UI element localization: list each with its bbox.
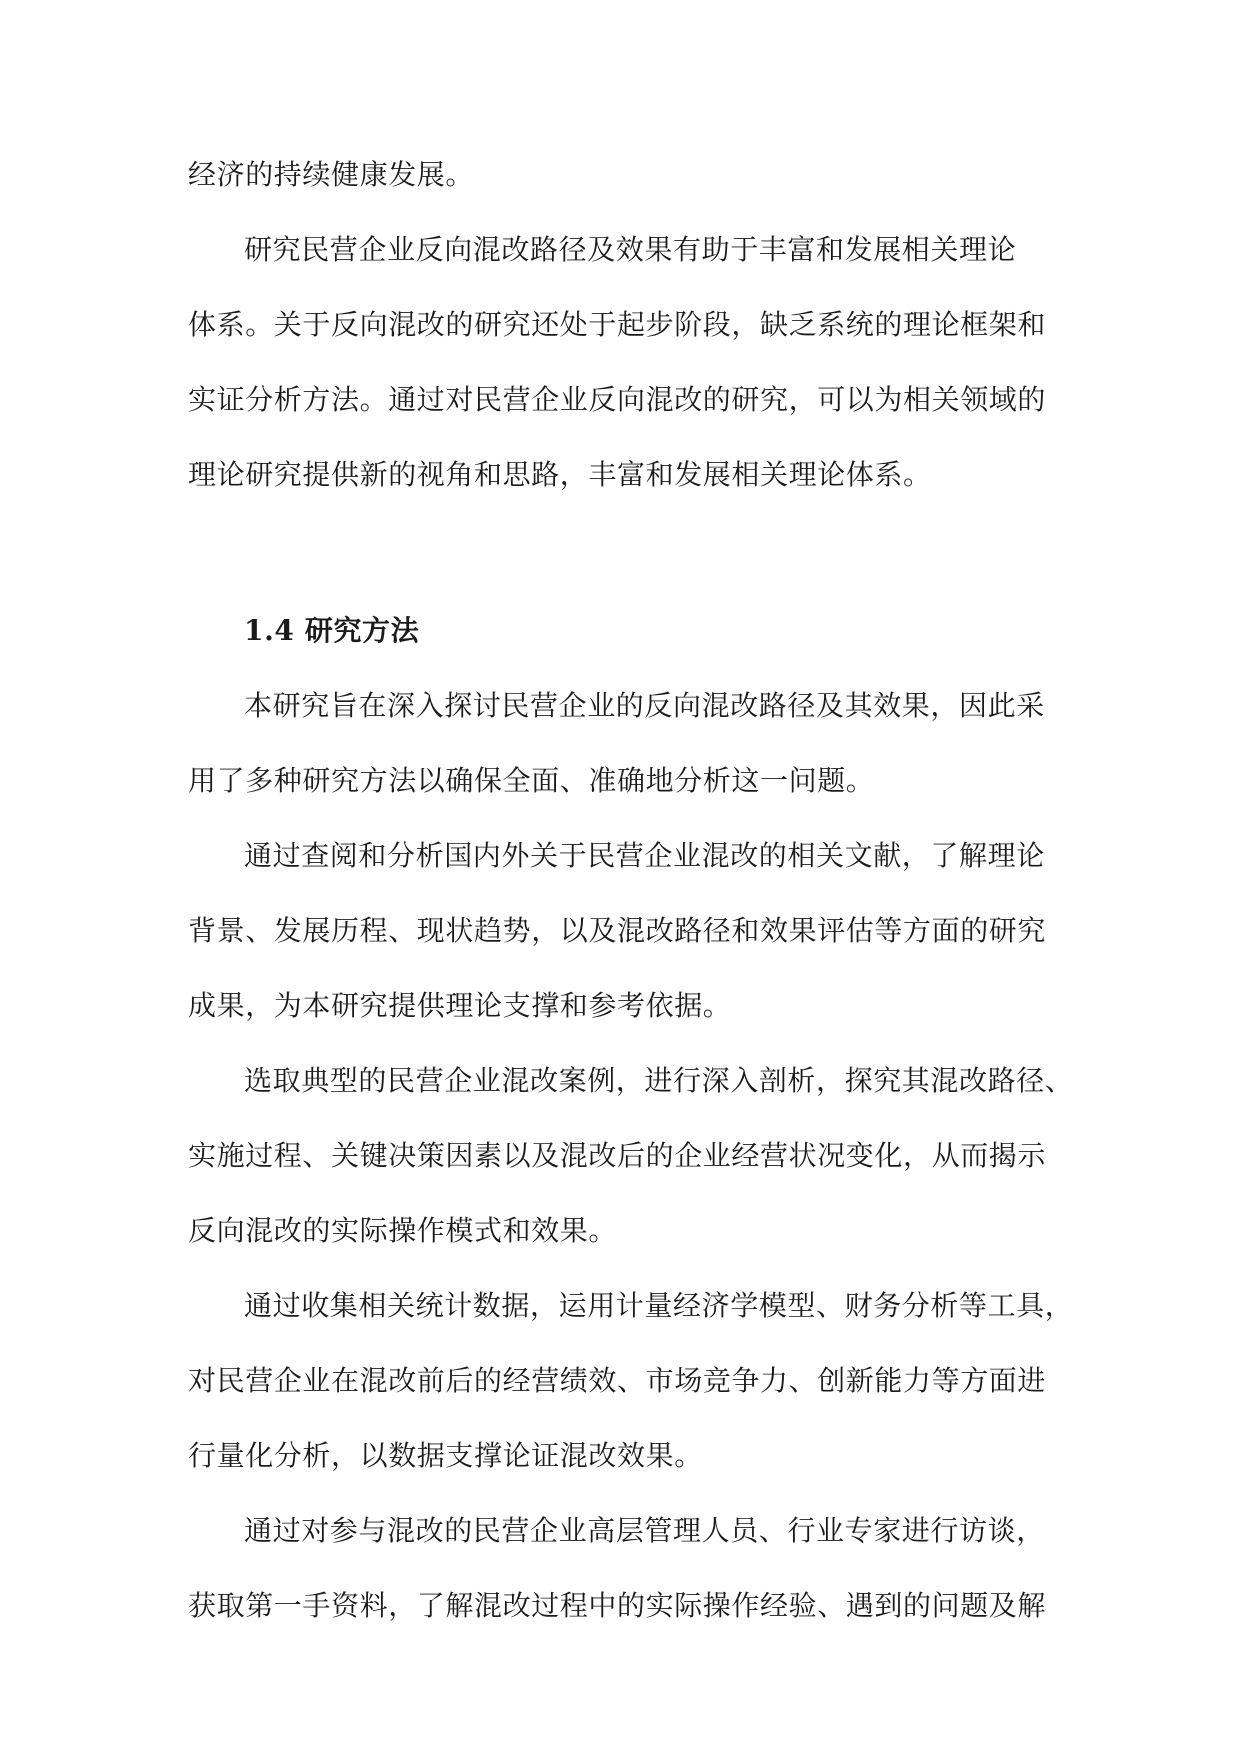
text-line: 行量化分析，以数据支撑论证混改效果。 (188, 1439, 703, 1472)
text-line: 用了多种研究方法以确保全面、准确地分析这一问题。 (188, 764, 875, 797)
paragraph-interview (188, 1493, 1056, 1643)
text-line: 研究民营企业反向混改路径及效果有助于丰富和发展相关理论 (244, 233, 1017, 266)
text-line: 通过查阅和分析国内外关于民营企业混改的相关文献，了解理论 (244, 839, 1045, 872)
text-line: 实施过程、关键决策因素以及混改后的企业经营状况变化，从而揭示 (188, 1139, 1047, 1172)
text-line: 成果，为本研究提供理论支撑和参考依据。 (188, 989, 732, 1022)
paragraph-literature-review (188, 818, 1056, 1043)
text-line: 体系。关于反向混改的研究还处于起步阶段，缺乏系统的理论框架和 (188, 308, 1047, 341)
section-heading: 1.4 研究方法 (244, 614, 420, 647)
text-line: 本研究旨在深入探讨民营企业的反向混改路径及其效果，因此采 (244, 689, 1045, 722)
text-line: 对民营企业在混改前后的经营绩效、市场竞争力、创新能力等方面进 (188, 1364, 1047, 1397)
body-text (188, 137, 1074, 1643)
paragraph-case-study (188, 1043, 1074, 1268)
text-line: 反向混改的实际操作模式和效果。 (188, 1214, 618, 1247)
text-line: 通过收集相关统计数据，运用计量经济学模型、财务分析等工具， (244, 1289, 1074, 1322)
section-spacing (188, 512, 1056, 593)
text-line: 经济的持续健康发展。 (188, 158, 475, 191)
paragraph-method-intro (188, 668, 1056, 818)
text-line: 背景、发展历程、现状趋势，以及混改路径和效果评估等方面的研究 (188, 914, 1047, 947)
text-line: 获取第一手资料，了解混改过程中的实际操作经验、遇到的问题及解 (188, 1589, 1047, 1622)
text-line: 实证分析方法。通过对民营企业反向混改的研究，可以为相关领域的 (188, 383, 1047, 416)
text-line: 通过对参与混改的民营企业高层管理人员、行业专家进行访谈， (244, 1514, 1045, 1547)
paragraph-continuation (188, 137, 1056, 212)
text-line: 选取典型的民营企业混改案例，进行深入剖析，探究其混改路径、 (244, 1064, 1074, 1097)
paragraph-quantitative-analysis (188, 1268, 1074, 1493)
paragraph-theory-significance (188, 212, 1056, 512)
text-line: 理论研究提供新的视角和思路，丰富和发展相关理论体系。 (188, 458, 932, 491)
